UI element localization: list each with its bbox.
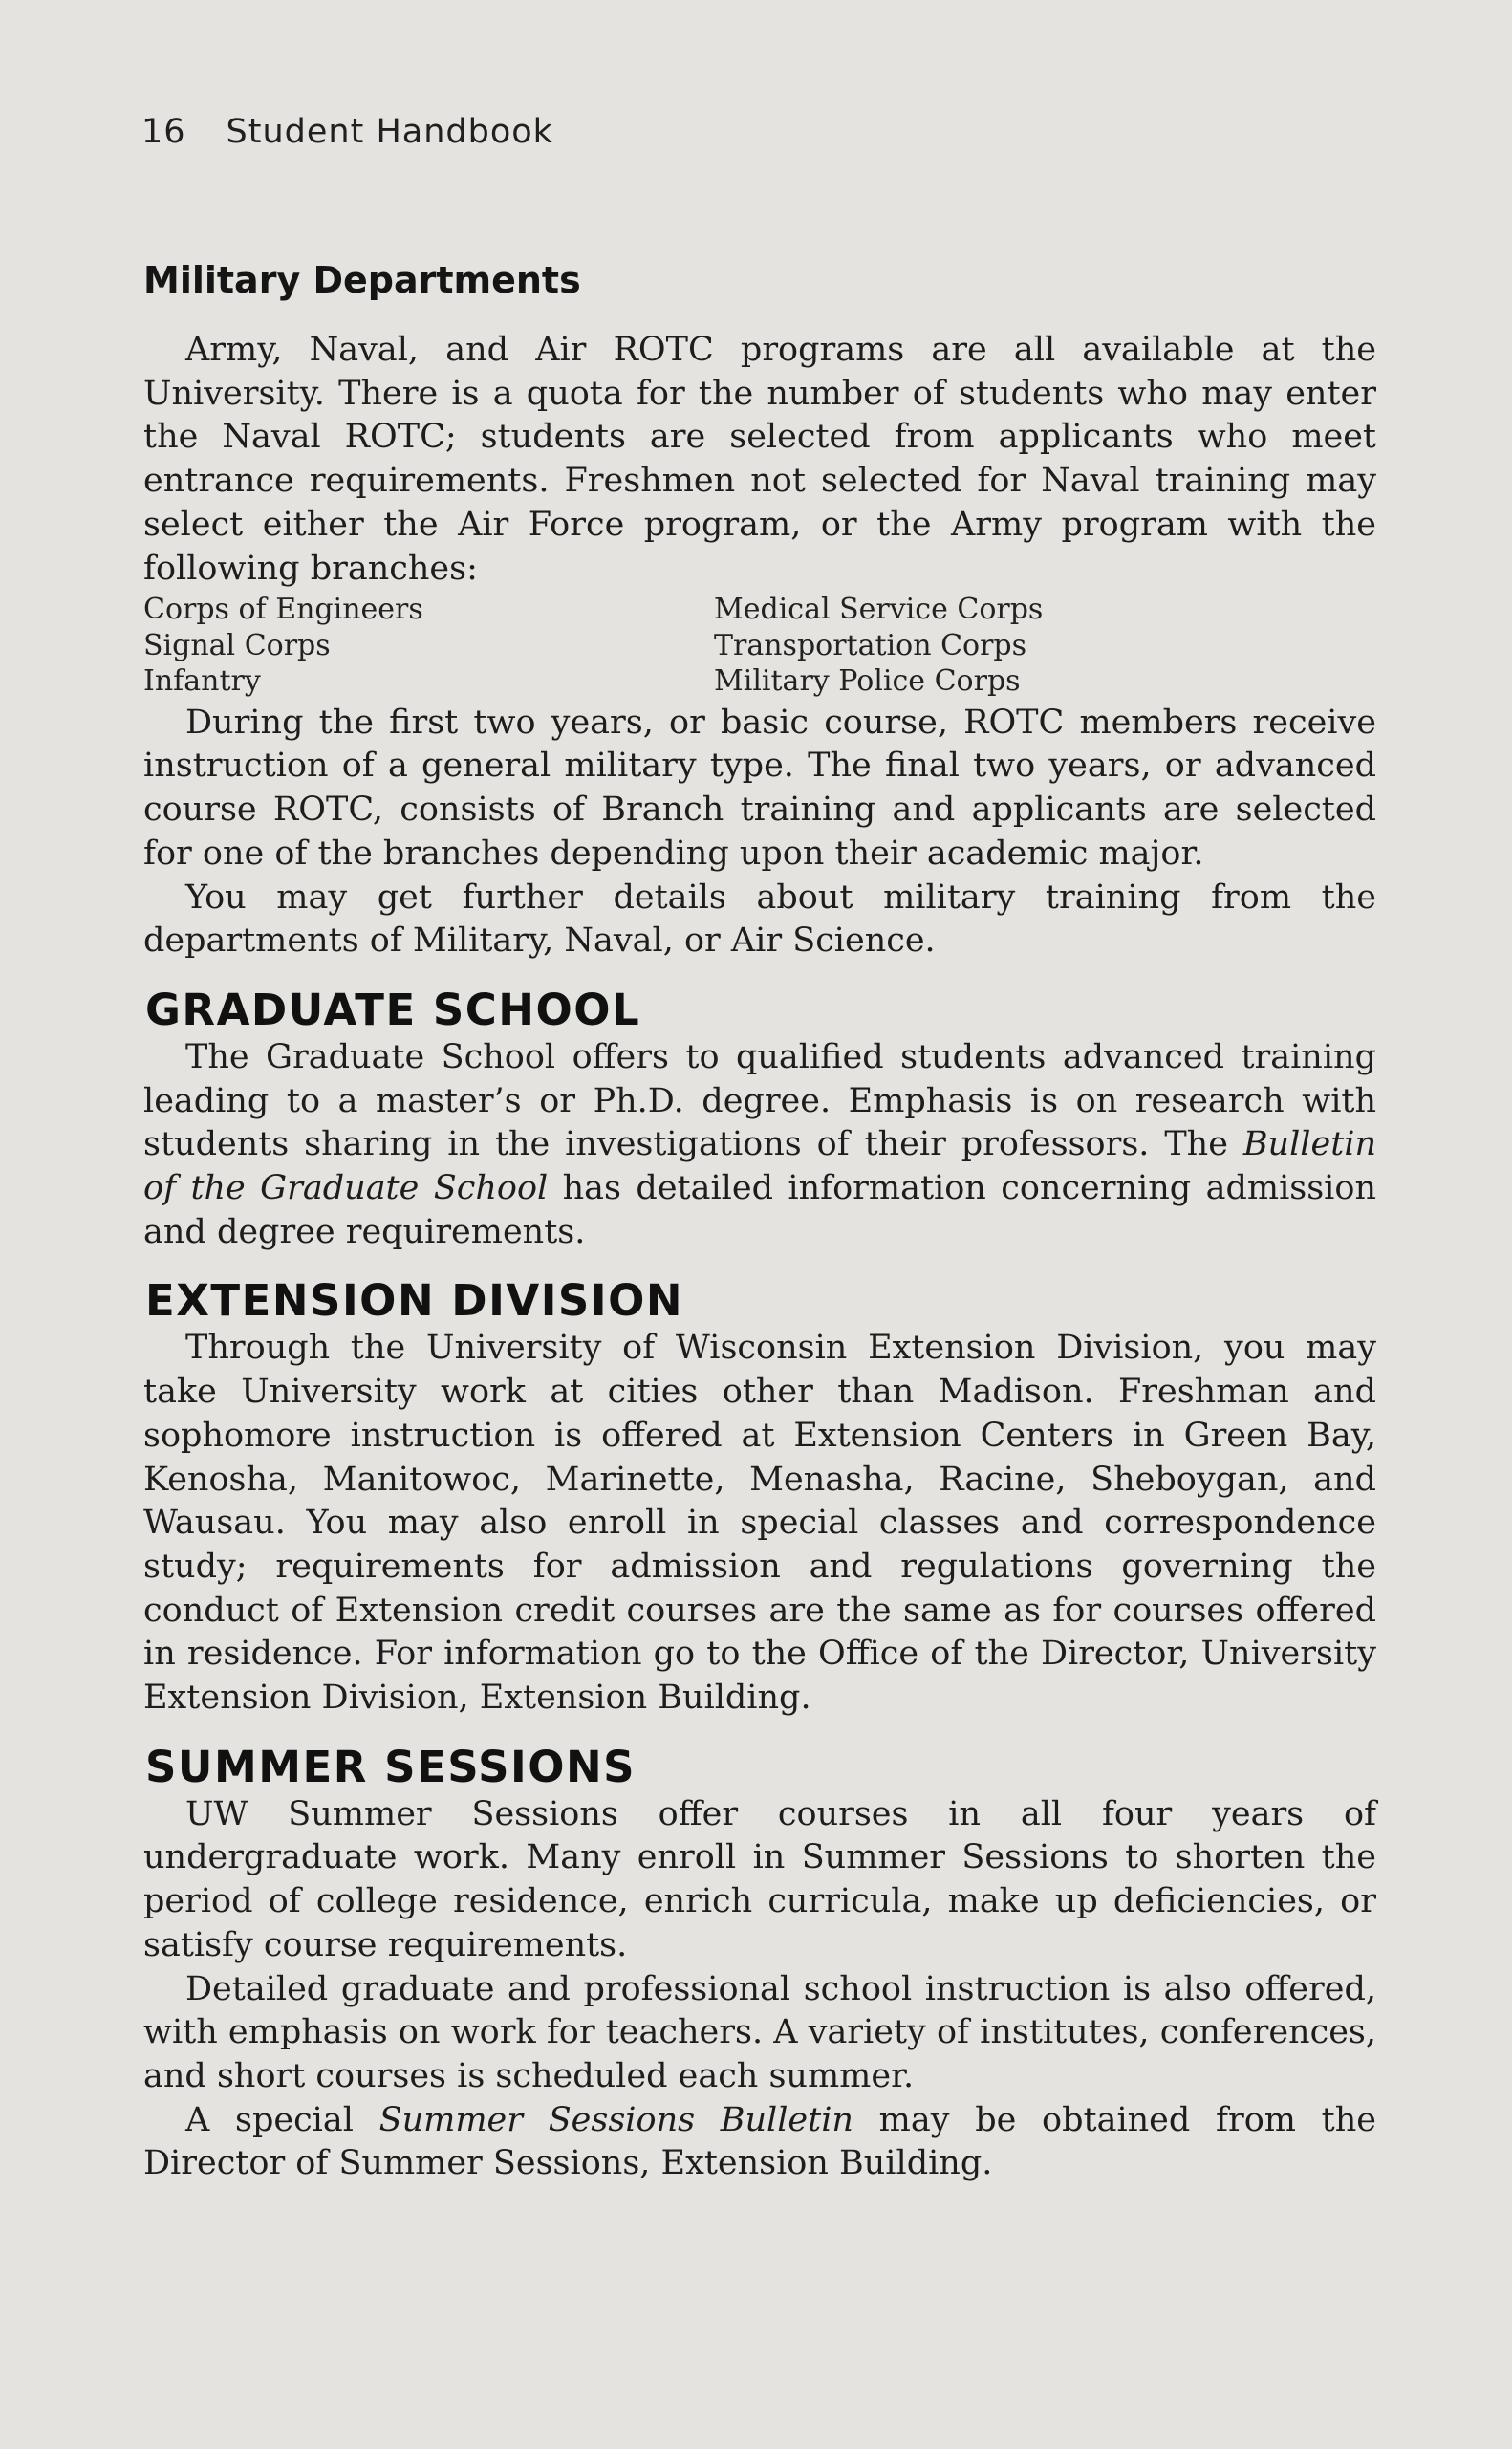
military-departments-heading: Military Departments bbox=[143, 259, 581, 301]
military-details-paragraph: You may get further details about military training from the departments of Military, Naval, or Air Science. bbox=[143, 878, 1376, 961]
graduate-school-section bbox=[143, 985, 1376, 1255]
branch-item: Infantry bbox=[143, 664, 261, 699]
page-number: 16 bbox=[141, 113, 186, 151]
branch-item: Transportation Corps bbox=[714, 628, 1027, 662]
branch-item: Medical Service Corps bbox=[714, 593, 1044, 627]
summer-bulletin-title: Summer Sessions Bulletin bbox=[378, 2100, 853, 2139]
summer-sessions-paragraph-3 bbox=[143, 2099, 1376, 2186]
military-course-paragraph: During the first two years, or basic course, ROTC members receive instruction of a general military type. The final two years, or advanced course ROTC, consists of Branch training and applicants are selected for one of the branches depending upon their academic major. bbox=[143, 703, 1376, 873]
graduate-text-after: has detailed information concerning admission and degree requirements. bbox=[143, 1169, 1376, 1251]
branch-item: Corps of Engineers bbox=[143, 593, 423, 627]
military-intro-paragraph: Army, Naval, and Air ROTC programs are all available at the University. There is a quota for the number of students who may enter the Naval ROTC; students are selected from applicants who meet entrance requirements. Freshmen not selected for Naval training may select either the Air Force program, or the Army program with the following branches: bbox=[143, 331, 1376, 588]
summer-sessions-paragraph-1: UW Summer Sessions offer courses in all four years of undergraduate work. Many enroll in Summer Sessions to shorten the period of college residence, enrich curricula, make up deficiencies, or satisfy course requirements. bbox=[143, 1794, 1376, 1964]
military-departments-section bbox=[143, 258, 1376, 964]
graduate-school-paragraph bbox=[143, 1036, 1376, 1255]
running-head bbox=[141, 113, 553, 151]
summer-sessions-section bbox=[143, 1742, 1376, 2186]
extension-division-section bbox=[143, 1275, 1376, 1720]
summer-text-before: A special bbox=[185, 2100, 379, 2139]
army-branches-list bbox=[143, 592, 1376, 700]
branch-item: Military Police Corps bbox=[714, 664, 1021, 699]
summer-sessions-paragraph-2: Detailed graduate and professional school instruction is also offered, with emphasis on work for teachers. A variety of institutes, conferences, and short courses is scheduled each summer. bbox=[143, 1969, 1376, 2095]
extension-division-heading: EXTENSION DIVISION bbox=[145, 1275, 684, 1327]
running-title: Student Handbook bbox=[226, 113, 553, 151]
graduate-school-heading: GRADUATE SCHOOL bbox=[145, 984, 641, 1035]
branch-item: Signal Corps bbox=[143, 628, 331, 662]
page-content bbox=[143, 258, 1376, 2186]
extension-division-paragraph: Through the University of Wisconsin Extension Division, you may take University work at cities other than Madison. Freshman and sophomore instruction is offered at Extension Centers in Green Bay, Kenosha, Manitowoc, Marinette, Menasha, Racine, Sheboygan, and Wausau. You may also enroll in special classes and correspondence study; requirements for admission and regulations governing the conduct of Extension credit courses are the same as for courses offered in residence. For information go to the Office of the Director, University Extension Division, Extension Building. bbox=[143, 1329, 1376, 1718]
summer-text-after: may be obtained from the Director of Summer Sessions, Extension Building. bbox=[143, 2100, 1376, 2183]
graduate-bulletin-title: Bulletin of the Graduate School bbox=[143, 1125, 1376, 1208]
summer-sessions-heading: SUMMER SESSIONS bbox=[145, 1741, 637, 1792]
graduate-text-before: The Graduate School offers to qualified students advanced training leading to a master’s or Ph.D. degree. Emphasis is on research with students sharing in the investigations of their professors. The bbox=[143, 1037, 1376, 1164]
